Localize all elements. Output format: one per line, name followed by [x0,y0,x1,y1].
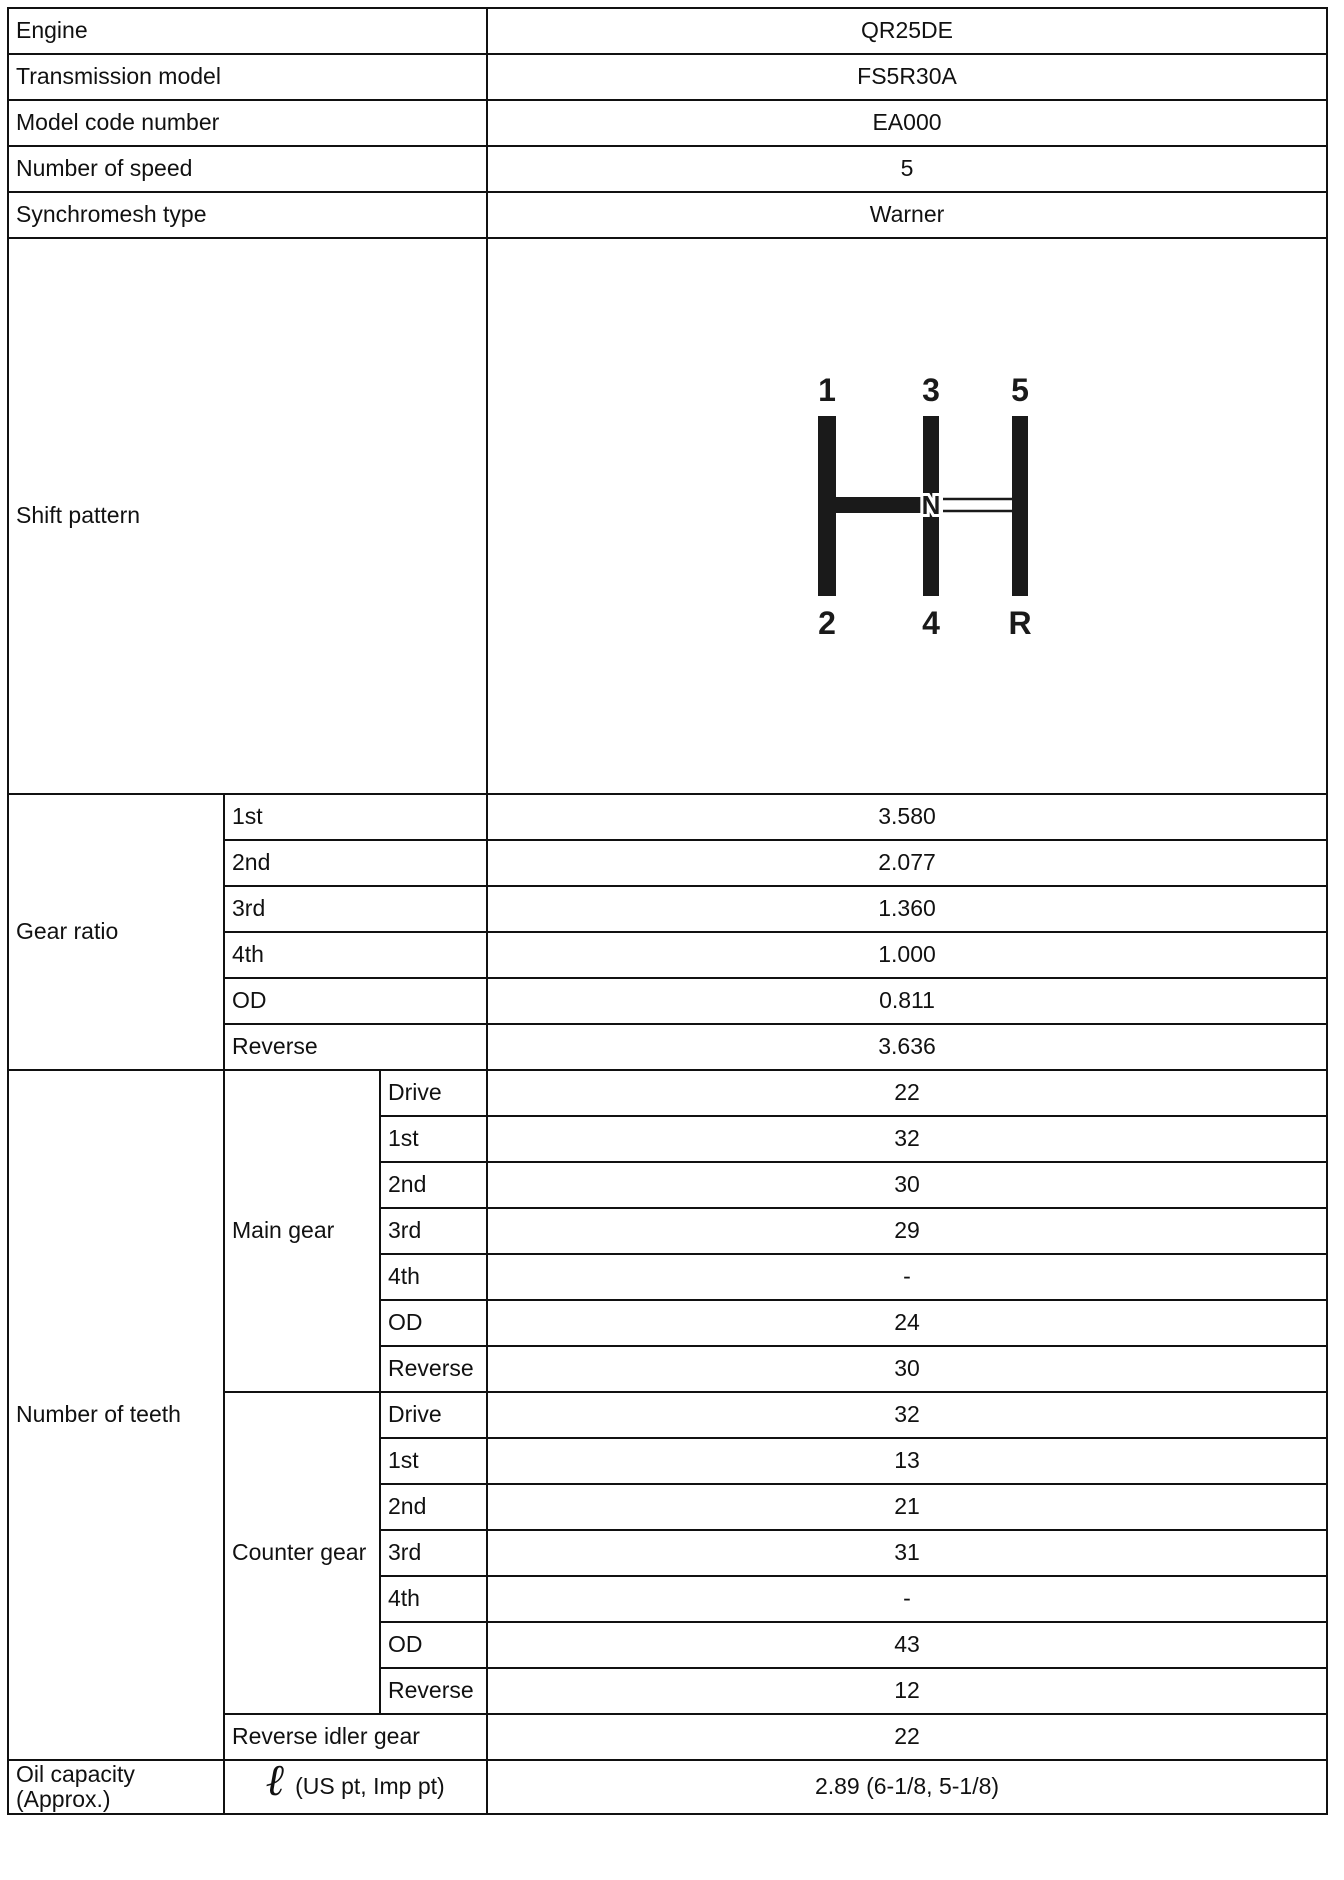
gear-ratio-value: 3.580 [487,794,1327,840]
oil-capacity-value: 2.89 (6-1/8, 5-1/8) [487,1760,1327,1814]
spec-row-shift-pattern [8,238,1327,794]
teeth-value: 32 [487,1392,1327,1438]
gear-name: 1st [224,794,487,840]
spec-label: Engine [8,8,487,54]
teeth-label: Number of teeth [8,1070,224,1760]
gate-bar-5-r [1012,416,1028,596]
spec-row-speeds [8,146,1327,192]
teeth-value: - [487,1254,1327,1300]
main-gear-label: Main gear [224,1070,380,1392]
gear-ratio-value: 3.636 [487,1024,1327,1070]
gear-name: Reverse [380,1346,487,1392]
teeth-value: 12 [487,1668,1327,1714]
spec-label: Model code number [8,100,487,146]
counter-gear-label: Counter gear [224,1392,380,1714]
gate-label-1: 1 [818,372,836,408]
gear-name: OD [380,1300,487,1346]
spec-value: 5 [487,146,1327,192]
gear-name: 3rd [224,886,487,932]
oil-capacity-label: Oil capacity (Approx.) [8,1760,224,1814]
gear-name: 3rd [380,1530,487,1576]
teeth-value: 24 [487,1300,1327,1346]
neutral-bar-left [832,497,927,513]
spec-row-transmission-model [8,54,1327,100]
gear-ratio-value: 1.360 [487,886,1327,932]
teeth-value: 32 [487,1116,1327,1162]
gate-label-r: R [1008,605,1032,636]
spec-row-engine [8,8,1327,54]
neutral-label: N [921,490,941,520]
gear-name: 1st [380,1116,487,1162]
gear-name: 4th [224,932,487,978]
gear-ratio-row [8,794,1327,840]
spec-label: Transmission model [8,54,487,100]
spec-row-model-code [8,100,1327,146]
gear-name: 3rd [380,1208,487,1254]
gear-name: 2nd [380,1484,487,1530]
gear-name: 4th [380,1254,487,1300]
teeth-value: 43 [487,1622,1327,1668]
gear-name: OD [380,1622,487,1668]
teeth-value: 21 [487,1484,1327,1530]
gear-ratio-value: 2.077 [487,840,1327,886]
reverse-idler-label: Reverse idler gear [224,1714,487,1760]
gear-ratio-label: Gear ratio [8,794,224,1070]
liter-symbol: ℓ [266,1754,286,1806]
spec-value: FS5R30A [487,54,1327,100]
teeth-value: 29 [487,1208,1327,1254]
spec-value: QR25DE [487,8,1327,54]
spec-row-synchromesh [8,192,1327,238]
teeth-value: 30 [487,1346,1327,1392]
shift-pattern-diagram [777,356,1037,636]
gear-name: 4th [380,1576,487,1622]
gear-ratio-value: 1.000 [487,932,1327,978]
gear-name: OD [224,978,487,1024]
spec-value: Warner [487,192,1327,238]
teeth-value: 30 [487,1162,1327,1208]
shift-pattern-cell [487,238,1327,794]
gear-name: Drive [380,1392,487,1438]
teeth-value: 22 [487,1714,1327,1760]
oil-unit-text: (US pt, Imp pt) [295,1773,445,1800]
teeth-value: - [487,1576,1327,1622]
gear-name: Reverse [224,1024,487,1070]
gear-name: 1st [380,1438,487,1484]
transmission-spec-table [7,7,1328,1815]
gear-name: 2nd [224,840,487,886]
gate-label-2: 2 [818,605,836,636]
gate-label-5: 5 [1011,372,1029,408]
gate-label-3: 3 [922,372,940,408]
spec-value: EA000 [487,100,1327,146]
spec-label: Shift pattern [8,238,487,794]
spec-label: Synchromesh type [8,192,487,238]
spec-label: Number of speed [8,146,487,192]
oil-capacity-unit [224,1754,487,1814]
teeth-row [8,1070,1327,1116]
teeth-value: 13 [487,1438,1327,1484]
gear-name: Drive [380,1070,487,1116]
gear-ratio-value: 0.811 [487,978,1327,1024]
teeth-value: 31 [487,1530,1327,1576]
gear-name: Reverse [380,1668,487,1714]
teeth-value: 22 [487,1070,1327,1116]
gate-label-4: 4 [922,605,940,636]
spec-row-oil-capacity [8,1760,1327,1814]
gear-name: 2nd [380,1162,487,1208]
